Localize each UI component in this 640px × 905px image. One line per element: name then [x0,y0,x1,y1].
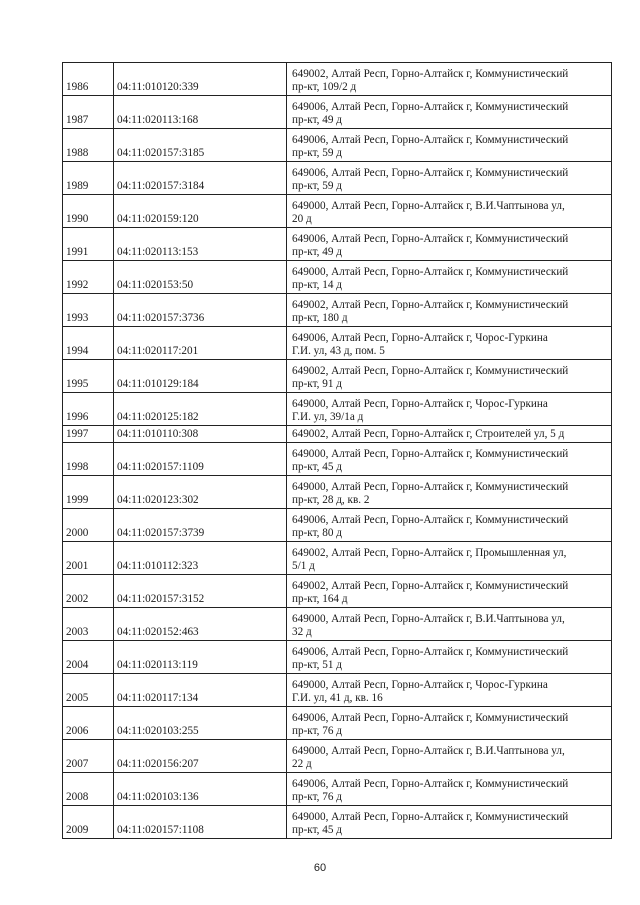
address-cell [287,443,612,476]
address-line-2: 5/1 д [292,560,315,572]
cadastral-number-cell: 04:11:020157:3739 [114,509,287,542]
address-line-2: 32 д [292,626,312,638]
table-row [63,96,612,129]
table-row [63,63,612,96]
cadastral-number-cell: 04:11:020157:3185 [114,129,287,162]
table-row [63,228,612,261]
table-row [63,360,612,393]
address-line-1: 649002, Алтай Респ, Горно-Алтайск г, Коммунистический [292,580,569,592]
address-cell [287,608,612,641]
address-cell [287,195,612,228]
address-line-1: 649006, Алтай Респ, Горно-Алтайск г, Коммунистический [292,514,569,526]
address-line-2: пр-кт, 59 д [292,180,342,192]
address-line-1: 649006, Алтай Респ, Горно-Алтайск г, Коммунистический [292,646,569,658]
address-line-1: 649002, Алтай Респ, Горно-Алтайск г, Промышленная ул, [292,547,567,559]
page-number: 60 [313,862,327,874]
address-line-1: 649002, Алтай Респ, Горно-Алтайск г, Коммунистический [292,299,569,311]
address-line-1: 649002, Алтай Респ, Горно-Алтайск г, Коммунистический [292,365,569,377]
row-number-cell: 1990 [63,195,114,228]
address-line-1: 649000, Алтай Респ, Горно-Алтайск г, Чорос-Гуркина [292,679,548,691]
row-number-cell: 1995 [63,360,114,393]
address-line-1: 649006, Алтай Респ, Горно-Алтайск г, Коммунистический [292,233,569,245]
address-cell [287,96,612,129]
table-row [63,740,612,773]
row-number-cell: 1998 [63,443,114,476]
table-row [63,327,612,360]
row-number-cell: 2008 [63,773,114,806]
cadastral-number-cell: 04:11:010120:339 [114,63,287,96]
cadastral-number-cell: 04:11:020157:3184 [114,162,287,195]
address-line-1: 649000, Алтай Респ, Горно-Алтайск г, Коммунистический [292,266,569,278]
cadastral-number-cell: 04:11:020157:1109 [114,443,287,476]
address-cell [287,393,612,426]
cadastral-number-cell: 04:11:020159:120 [114,195,287,228]
address-line-2: пр-кт, 51 д [292,659,342,671]
row-number-cell: 1997 [63,426,114,443]
row-number-cell: 1986 [63,63,114,96]
address-cell [287,509,612,542]
table-row [63,509,612,542]
address-cell [287,476,612,509]
address-cell [287,773,612,806]
row-number-cell: 1994 [63,327,114,360]
row-number-cell: 2000 [63,509,114,542]
address-line-1: 649006, Алтай Респ, Горно-Алтайск г, Коммунистический [292,134,569,146]
address-cell [287,740,612,773]
table-row [63,674,612,707]
address-cell [287,426,612,443]
address-line-2: пр-кт, 80 д [292,527,342,539]
address-line-2: пр-кт, 49 д [292,114,342,126]
address-line-1: 649006, Алтай Респ, Горно-Алтайск г, Коммунистический [292,167,569,179]
row-number-cell: 2005 [63,674,114,707]
table-row [63,443,612,476]
address-cell [287,806,612,839]
address-line-2: пр-кт, 45 д [292,461,342,473]
cadastral-number-cell: 04:11:020103:136 [114,773,287,806]
table-row [63,575,612,608]
row-number-cell: 1991 [63,228,114,261]
cadastral-number-cell: 04:11:020113:153 [114,228,287,261]
address-line-2: пр-кт, 59 д [292,147,342,159]
table-row [63,129,612,162]
table-row [63,426,612,443]
address-cell [287,707,612,740]
address-line-1: 649006, Алтай Респ, Горно-Алтайск г, Коммунистический [292,712,569,724]
address-cell [287,542,612,575]
row-number-cell: 1989 [63,162,114,195]
cadastral-number-cell: 04:11:020113:119 [114,641,287,674]
address-line-2: пр-кт, 49 д [292,246,342,258]
cadastral-number-cell: 04:11:020113:168 [114,96,287,129]
row-number-cell: 1992 [63,261,114,294]
row-number-cell: 1996 [63,393,114,426]
row-number-cell: 2001 [63,542,114,575]
cadastral-number-cell: 04:11:020157:1108 [114,806,287,839]
address-line-2: пр-кт, 76 д [292,791,342,803]
cadastral-number-cell: 04:11:010129:184 [114,360,287,393]
address-line-1: 649006, Алтай Респ, Горно-Алтайск г, Коммунистический [292,778,569,790]
cadastral-number-cell: 04:11:020123:302 [114,476,287,509]
address-cell [287,327,612,360]
cadastral-number-cell: 04:11:020157:3152 [114,575,287,608]
cadastral-number-cell: 04:11:020152:463 [114,608,287,641]
row-number-cell: 1988 [63,129,114,162]
address-cell [287,261,612,294]
address-cell [287,63,612,96]
table-row [63,195,612,228]
address-line-1: 649000, Алтай Респ, Горно-Алтайск г, В.И.Чаптынова ул, [292,613,565,625]
cadastral-number-cell: 04:11:020125:182 [114,393,287,426]
address-line-2: пр-кт, 45 д [292,824,342,836]
table-body [63,63,612,839]
table-row [63,806,612,839]
cadastral-number-cell: 04:11:010110:308 [114,426,287,443]
address-line-2: Г.И. ул, 39/1а д [292,411,364,423]
table-row [63,162,612,195]
address-line-1: 649000, Алтай Респ, Горно-Алтайск г, В.И.Чаптынова ул, [292,745,565,757]
address-line-1: 649000, Алтай Респ, Горно-Алтайск г, Коммунистический [292,811,569,823]
cadastral-number-cell: 04:11:020117:134 [114,674,287,707]
address-line-2: пр-кт, 14 д [292,279,342,291]
address-cell [287,360,612,393]
address-line-1: 649006, Алтай Респ, Горно-Алтайск г, Коммунистический [292,101,569,113]
cadastral-number-cell: 04:11:020103:255 [114,707,287,740]
address-line-2: пр-кт, 28 д, кв. 2 [292,494,370,506]
row-number-cell: 1987 [63,96,114,129]
address-line-2: пр-кт, 91 д [292,378,342,390]
address-line-2: пр-кт, 164 д [292,593,348,605]
address-line-2: Г.И. ул, 43 д, пом. 5 [292,345,385,357]
table-row [63,608,612,641]
row-number-cell: 1993 [63,294,114,327]
table-row [63,476,612,509]
table-row [63,542,612,575]
address-line-2: пр-кт, 109/2 д [292,81,357,93]
address-cell [287,674,612,707]
address-line-2: пр-кт, 180 д [292,312,348,324]
address-cell [287,575,612,608]
address-line-1: 649006, Алтай Респ, Горно-Алтайск г, Чорос-Гуркина [292,332,548,344]
address-line-1: 649000, Алтай Респ, Горно-Алтайск г, Коммунистический [292,481,569,493]
address-line-2: пр-кт, 76 д [292,725,342,737]
table-row [63,261,612,294]
cadastral-number-cell: 04:11:020153:50 [114,261,287,294]
table-row [63,393,612,426]
address-cell [287,228,612,261]
address-line-2: 22 д [292,758,312,770]
table-row [63,773,612,806]
address-line-1: 649000, Алтай Респ, Горно-Алтайск г, В.И.Чаптынова ул, [292,200,565,212]
address-cell [287,294,612,327]
row-number-cell: 2003 [63,608,114,641]
table-row [63,294,612,327]
cadastral-number-cell: 04:11:020117:201 [114,327,287,360]
row-number-cell: 1999 [63,476,114,509]
cadastral-number-cell: 04:11:010112:323 [114,542,287,575]
row-number-cell: 2006 [63,707,114,740]
table-row [63,641,612,674]
address-line-2: Г.И. ул, 41 д, кв. 16 [292,692,383,704]
address-cell [287,129,612,162]
table-row [63,707,612,740]
cadastral-number-cell: 04:11:020156:207 [114,740,287,773]
address-cell [287,162,612,195]
row-number-cell: 2002 [63,575,114,608]
cadastral-number-cell: 04:11:020157:3736 [114,294,287,327]
row-number-cell: 2004 [63,641,114,674]
address-line-2: 20 д [292,213,312,225]
address-cell [287,641,612,674]
property-table [62,62,612,839]
address-line-1: 649002, Алтай Респ, Горно-Алтайск г, Строителей ул, 5 д [292,428,565,440]
row-number-cell: 2009 [63,806,114,839]
address-line-1: 649000, Алтай Респ, Горно-Алтайск г, Чорос-Гуркина [292,398,548,410]
address-line-1: 649002, Алтай Респ, Горно-Алтайск г, Коммунистический [292,68,569,80]
address-line-1: 649000, Алтай Респ, Горно-Алтайск г, Коммунистический [292,448,569,460]
row-number-cell: 2007 [63,740,114,773]
